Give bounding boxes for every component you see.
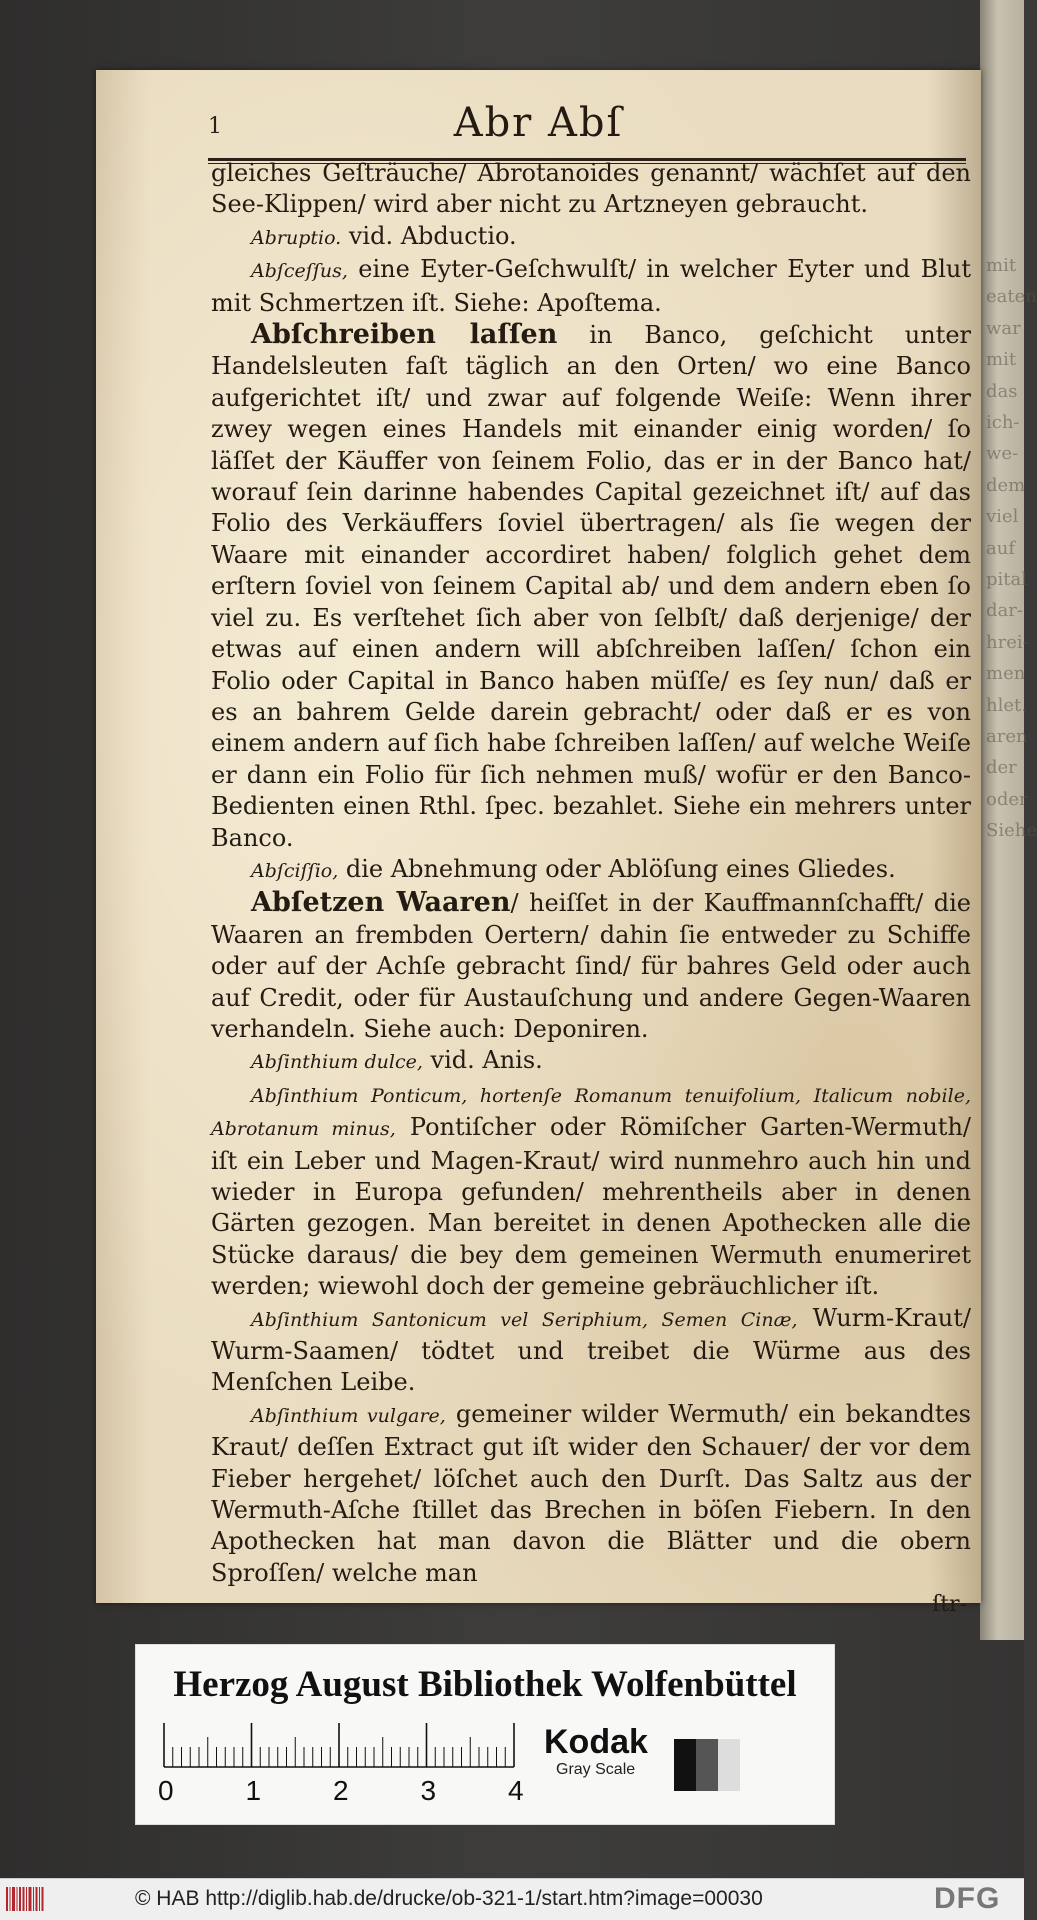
latin-lemma: Abruptio. — [251, 226, 342, 249]
kodak-logo: Kodak — [544, 1723, 648, 1761]
logo-bar — [23, 1887, 25, 1911]
latin-lemma: Abſinthium Santonicum vel Seriphium, Semen Cinæ, — [251, 1308, 798, 1331]
book-page — [96, 70, 981, 1618]
next-page-edge — [980, 0, 1037, 1640]
entry-text: gemeiner wilder Wermuth/ ein bekandtes Kraut/ deſſen Extract gut iſt wider den Schauer/ der vor dem Fieber hergehet/ löſchet auch den Durſt. Das Saltz aus der Wermuth-Aſche ſtillet das Brechen in böſen Fiebern. In den Apothecken hat man davon die Blätter und die obern Sproſſen/ welche man — [211, 1399, 971, 1587]
entry-headword: Abſetzen Waaren — [251, 887, 511, 919]
entry-text: in Banco, geſchicht unter Handelsleuten faſt täglich an den Orten/ wo eine Banco aufgerichtet iſt/ und zwar auf folgende Weiſe: Wenn ihrer zwey wegen eines Handels mit einander einig worden/ ſo läſſet der Käuffer von ſeinem Folio, das er in der Banco hat/ worauf ſein darinne habendes Capital gezeichnet iſt/ auf das Folio des Verkäuffers ſoviel übertragen/ als ſie wegen der Waare mit einander accordiret haben/ folglich gehet dem erſtern ſoviel von ſeinem Capital ab/ und dem andern eben ſo viel zu. Es verſtehet ſich aber von ſelbſt/ daß derjenige/ der etwas auf einen andern will abſchreiben laſſen/ ſchon ein Folio oder Capital in Banco haben müſſe/ es ſey nun/ daß er es an bahrem Gelde darein gebracht/ oder daß er es von einem andern auf ſich habe ſchreiben laſſen/ auf welche Weiſe er dann ein Folio für ſich nehmen muß/ wofür er den Banco-Bedienten einen Rthl. ſpec. bezahlet. Siehe ein mehrers unter Banco. — [211, 321, 971, 852]
footer-bar — [0, 1878, 1024, 1920]
logo-bar — [29, 1887, 32, 1911]
scale-label: 4 — [508, 1775, 524, 1806]
logo-bar — [26, 1887, 27, 1911]
next-page-fragment: der — [986, 757, 1017, 779]
paragraph — [211, 1045, 971, 1078]
next-page-fragment: oder — [986, 788, 1028, 810]
next-page-fragment: aren — [986, 726, 1028, 747]
scale-label: 0 — [158, 1775, 174, 1806]
entry-text: die Abnehmung oder Ablöſung eines Gliedes. — [338, 854, 896, 883]
paragraph — [211, 158, 971, 221]
next-page-fragment: war — [986, 317, 1021, 339]
entry-headword: Abſchreiben laſſen — [251, 319, 558, 351]
latin-lemma: Abſciſſio, — [251, 859, 339, 882]
next-page-fragment: hrei- — [986, 631, 1029, 653]
running-head: Abr Abſ — [453, 100, 624, 146]
logo-bar — [17, 1887, 18, 1911]
page-header — [96, 100, 981, 150]
dfg-logo: DFG — [934, 1882, 1001, 1915]
next-page-fragment: auf — [986, 537, 1015, 559]
logo-bar — [10, 1887, 11, 1911]
gray-swatch — [674, 1739, 740, 1791]
next-page-fragment: we- — [986, 443, 1019, 465]
next-page-fragment: pital — [986, 569, 1028, 590]
next-page-fragment: hlet. — [986, 694, 1027, 716]
paragraph — [211, 1079, 971, 1303]
scale-label: 2 — [333, 1775, 349, 1806]
entry-text: eine Eyter-Geſchwulſt/ in welcher Eyter und Blut mit Schmertzen iſt. Siehe: Apoſtema. — [211, 255, 971, 317]
next-page-fragment: eaten — [986, 286, 1037, 308]
scale-ruler — [164, 1723, 514, 1767]
paragraph — [211, 319, 971, 854]
latin-lemma: Abſinthium dulce, — [251, 1051, 423, 1074]
library-name: Herzog August Bibliothek Wolfenbüttel — [173, 1664, 797, 1705]
next-page-fragment: Siehe — [986, 820, 1037, 842]
scale-label: 3 — [420, 1775, 437, 1806]
catchword: ſtr- — [932, 1592, 967, 1618]
next-page-fragment: viel — [986, 506, 1019, 528]
logo-bar — [42, 1887, 44, 1911]
footer-credit[interactable]: © HAB http://diglib.hab.de/drucke/ob-321-1/start.htm?image=00030 — [135, 1887, 763, 1910]
latin-lemma: Abſinthium Ponticum, hortenſe Romanum tenuifolium, Italicum nobile, Abrotanum minus, — [211, 1084, 971, 1141]
next-page-fragment: mit — [986, 255, 1017, 276]
paragraph — [211, 254, 971, 319]
logo-bar — [19, 1887, 21, 1911]
entry-text: Pontiſcher oder Römiſcher Garten-Wermuth/ iſt ein Leber und Magen-Kraut/ wird nunmehro auch hin und wieder in Europa gefunden/ mehrentheils aber in denen Gärten gezogen. Man bereitet in denen Apothecken alle die Stücke daraus/ die bey dem gemeinen Wermuth enumeriret werden; wiewohl doch der gemeine gebräuchlicher iſt. — [211, 1113, 971, 1301]
paragraph — [211, 1399, 971, 1589]
color-target-card — [135, 1644, 835, 1825]
logo-bar — [36, 1887, 38, 1911]
paragraph — [211, 854, 971, 887]
paragraph — [211, 221, 971, 254]
entry-text: gleiches Geſträuche/ Abrotanoides genannt/ wächſet auf den See-Klippen/ wird aber nicht zu Artzneyen gebraucht. — [211, 159, 971, 219]
scale-labels — [158, 1775, 538, 1811]
entry-text: vid. Abductio. — [341, 221, 517, 250]
body-text — [211, 158, 971, 1621]
latin-lemma: Abſinthium vulgare, — [251, 1404, 446, 1427]
next-page-fragment: dar- — [986, 600, 1023, 622]
next-page-fragment: das — [986, 380, 1018, 402]
gray-scale-label: Gray Scale — [556, 1761, 636, 1778]
logo-bar — [33, 1887, 34, 1911]
next-page-fragment: men — [986, 663, 1026, 685]
logo-bar — [39, 1887, 40, 1911]
entry-text: vid. Anis. — [422, 1046, 543, 1075]
paragraph — [211, 887, 971, 1045]
next-page-fragment: mit — [986, 349, 1017, 371]
next-page-fragment: dem — [986, 474, 1026, 496]
next-page-fragment: ich- — [986, 412, 1020, 433]
logo-bar — [12, 1887, 15, 1911]
scale-label: 1 — [245, 1775, 262, 1806]
logo-bar — [6, 1887, 8, 1911]
paragraph — [211, 1303, 971, 1399]
page-number: 1 — [208, 114, 222, 139]
entry-text: / heiſſet in der Kauffmannſchafft/ die Waaren an frembden Oertern/ dahin ſie entweder zu Schiffe oder auf der Achſe gebracht ſind/ für bahres Geld oder auch auf Credit, oder für Austauſchung und andere Gegen-Waaren verhandeln. Siehe auch: Deponiren. — [211, 889, 971, 1043]
latin-lemma: Abſceſſus, — [251, 260, 348, 283]
entry-text: Wurm-Kraut/ Wurm-Saamen/ tödtet und treibet die Würme aus des Menſchen Leibe. — [211, 1303, 971, 1397]
hab-logo-icon — [6, 1887, 48, 1911]
